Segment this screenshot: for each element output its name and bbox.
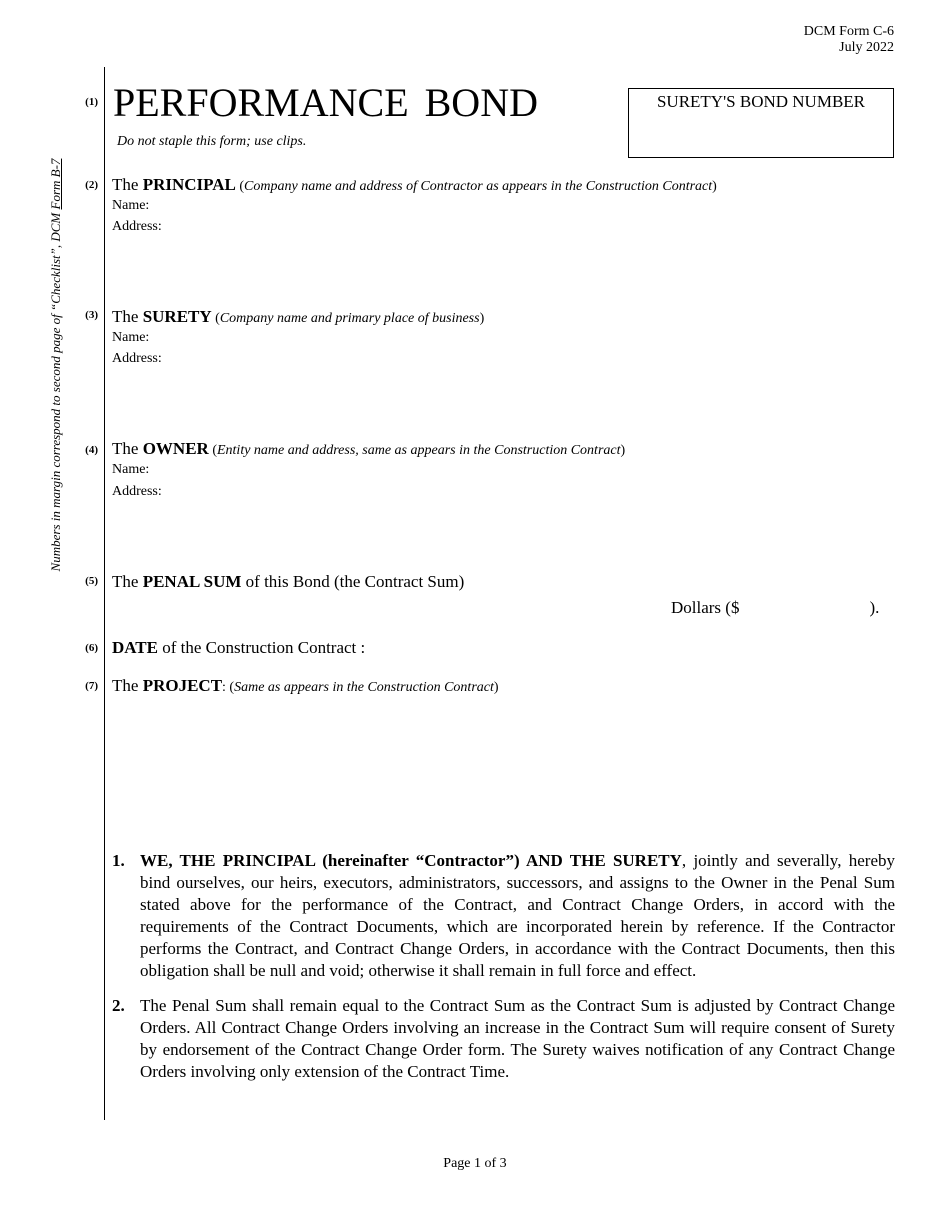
surety-name-field[interactable]: Name: xyxy=(112,330,150,345)
clause-item xyxy=(112,995,895,1083)
margin-number-7: (7) xyxy=(85,680,98,692)
clause-text: , jointly and severally, hereby bind ourselves, our heirs, executors, administrators, successors, and assigns to the Owner in the Penal Sum stated above for the performance of the Contract, and Contract Change Orders, in accord with the requirements of the Contract Documents, which are incorporated herein by reference. If the Contractor performs the Contract, and Contract Change Orders, in accordance with the Contract Documents, then this obligation shall be null and void; otherwise it shall remain in full force and effect. xyxy=(140,851,895,980)
dollars-close: ). xyxy=(869,598,880,617)
surety-heading: The SURETY (Company name and primary place of business) xyxy=(112,307,485,326)
date-keyword: DATE xyxy=(112,638,158,657)
owner-description: Entity name and address, same as appears in the Construction Contract xyxy=(216,443,621,458)
owner-name-field[interactable]: Name: xyxy=(112,462,150,477)
form-identifier xyxy=(804,24,894,56)
principal-keyword: PRINCIPAL xyxy=(142,175,236,194)
clause-lead: WE, THE PRINCIPAL (hereinafter “Contractor”) AND THE SURETY xyxy=(140,851,682,870)
margin-number-2: (2) xyxy=(85,179,98,191)
penal-sum-keyword: PENAL SUM xyxy=(142,572,242,591)
clause-number: 2. xyxy=(112,996,125,1015)
project-description: Same as appears in the Construction Contract xyxy=(234,680,494,695)
surety-bond-number-label: SURETY'S BOND NUMBER xyxy=(656,92,866,111)
contract-date-field[interactable]: DATE of the Construction Contract : xyxy=(112,638,366,657)
page-number: Page 1 of 3 xyxy=(443,1156,507,1171)
clause-text: The Penal Sum shall remain equal to the Contract Sum as the Contract Sum is adjusted by Contract Change Orders. All Contract Change Orders involving an increase in the Contract Sum will require consent of Surety by endorsement of the Contract Change Order form. The Surety waives notification of any Contract Change Orders involving only extension of the Contract Time. xyxy=(140,996,895,1081)
principal-name-field[interactable]: Name: xyxy=(112,198,150,213)
owner-heading: The OWNER (Entity name and address, same as appears in the Construction Contract) xyxy=(112,439,626,458)
project-keyword: PROJECT xyxy=(142,676,223,695)
surety-keyword: SURETY xyxy=(142,307,212,326)
margin-number-4: (4) xyxy=(85,444,98,456)
clause-item xyxy=(112,850,895,982)
surety-bond-number-box[interactable] xyxy=(628,88,894,158)
margin-note-text: Numbers in margin correspond to second page of “Checklist”, DCM xyxy=(48,209,63,572)
margin-rule xyxy=(104,67,105,1120)
margin-note xyxy=(48,135,64,595)
margin-number-3: (3) xyxy=(85,309,98,321)
page-title: PERFORMANCE BOND xyxy=(113,80,538,125)
surety-description: Company name and primary place of business xyxy=(219,311,480,326)
staple-note: Do not staple this form; use clips. xyxy=(117,134,307,149)
surety-address-field[interactable]: Address: xyxy=(112,351,162,366)
form-b7-reference: Form B-7 xyxy=(48,158,63,210)
principal-address-field[interactable]: Address: xyxy=(112,219,162,234)
clause-number: 1. xyxy=(112,851,125,870)
principal-description: Company name and address of Contractor as appears in the Construction Contract xyxy=(244,179,713,194)
owner-keyword: OWNER xyxy=(142,439,209,458)
margin-number-6: (6) xyxy=(85,642,98,654)
margin-number-1: (1) xyxy=(85,96,98,108)
dollars-label: Dollars ($ xyxy=(671,598,740,617)
form-date: July 2022 xyxy=(839,40,894,55)
bond-clauses xyxy=(112,850,895,1096)
owner-address-field[interactable]: Address: xyxy=(112,484,162,499)
penal-sum-dollars-field[interactable] xyxy=(671,598,879,618)
form-number: DCM Form C-6 xyxy=(803,24,894,39)
project-heading: The PROJECT: (Same as appears in the Construction Contract) xyxy=(112,676,499,695)
margin-number-5: (5) xyxy=(85,575,98,587)
principal-heading: The PRINCIPAL (Company name and address of Contractor as appears in the Construction Contract) xyxy=(112,175,717,194)
penal-sum-heading: The PENAL SUM of this Bond (the Contract Sum) xyxy=(112,572,465,591)
